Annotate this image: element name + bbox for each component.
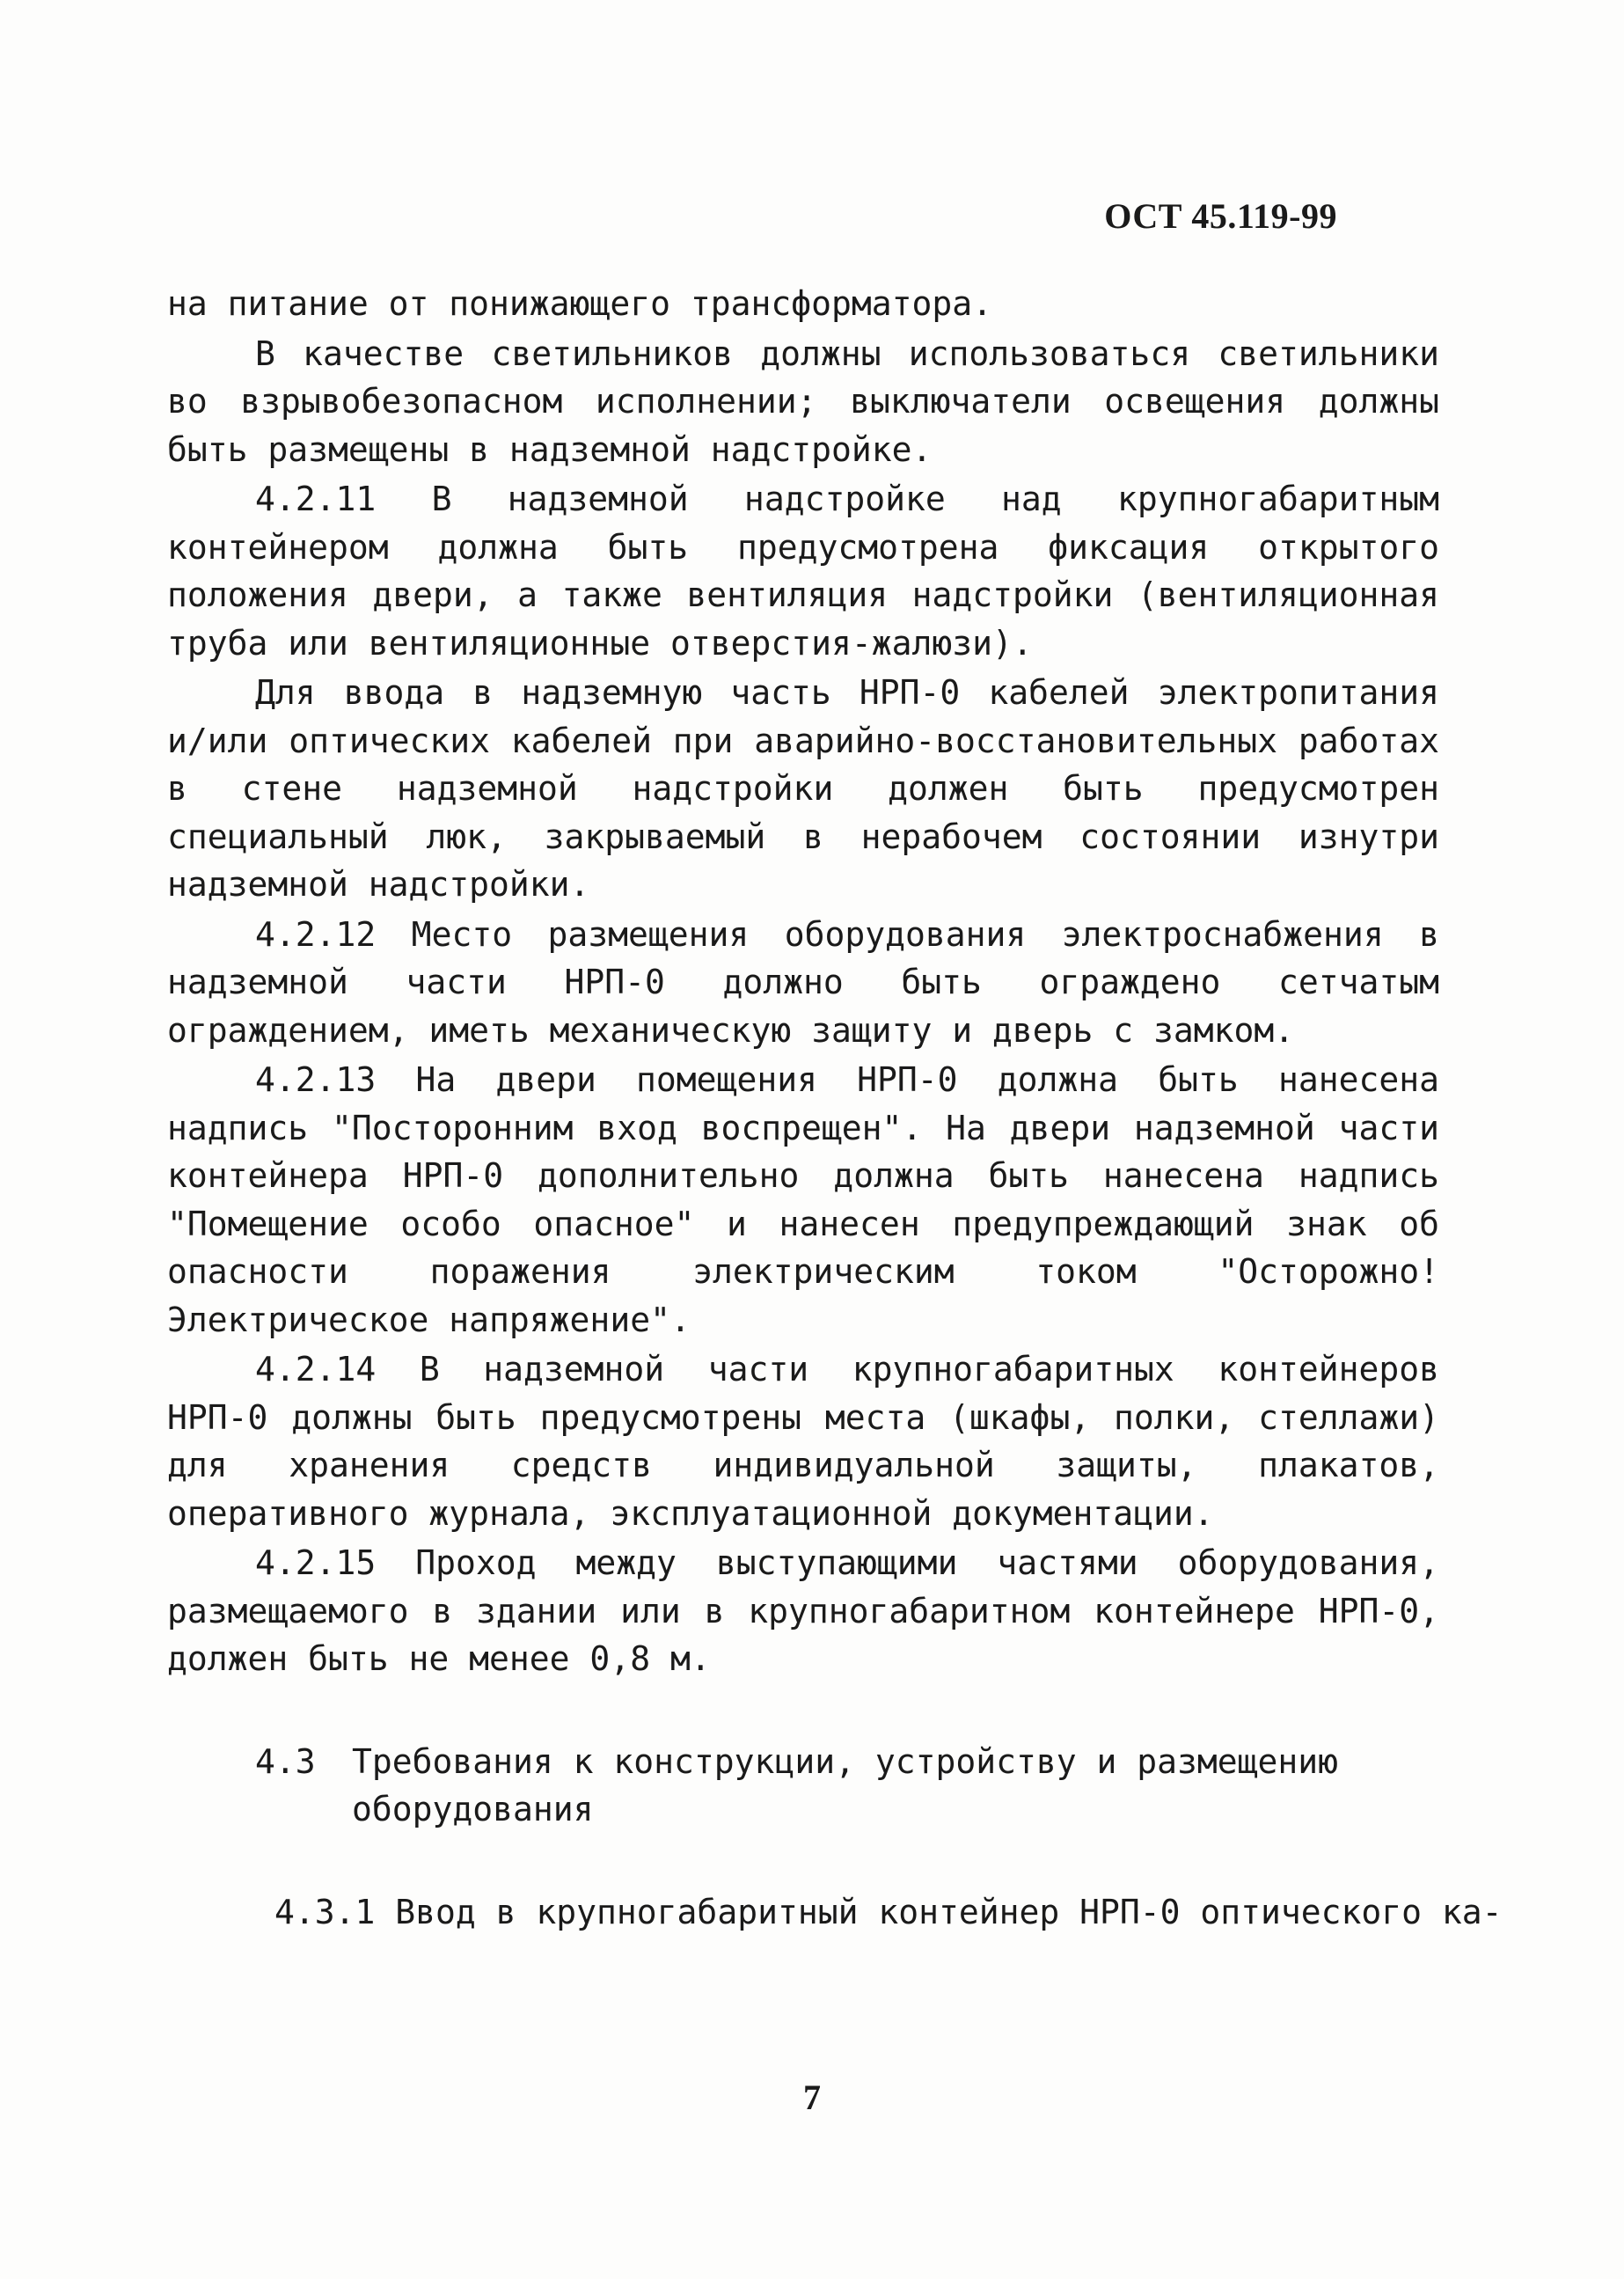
section-title: Требования к конструкции, устройству и размещению оборудования — [352, 1741, 1339, 1828]
document-code: ОСТ 45.119-99 — [1104, 196, 1337, 236]
paragraph-cable-hatch: Для ввода в надземную часть НРП-0 кабелей электропитания и/или оптических кабелей при аварийно-восстановительных работах в стене надземной надстройки должен быть предусмотрен специальный люк, закрываемый в нерабочем состоянии изнутри надземной надстройки. — [167, 673, 1439, 904]
page-number: 7 — [803, 2077, 821, 2117]
paragraph-lighting: В качестве светильников должны использоваться светильники во взрывобезопасном исполнении; выключатели освещения должны быть размещены в надземной надстройке. — [167, 333, 1439, 469]
paragraph-4-3-1: 4.3.1 Ввод в крупногабаритный контейнер НРП-0 оптического ка- — [274, 1892, 1503, 1931]
paragraph-4-2-14: 4.2.14 В надземной части крупногабаритных контейнеров НРП-0 должны быть предусмотрены места (шкафы, полки, стеллажи) для хранения средств индивидуальной защиты, плакатов, оперативного журнала, эксплуатационной документации. — [167, 1350, 1439, 1533]
paragraph-4-2-12: 4.2.12 Место размещения оборудования электроснабжения в надземной части НРП-0 должно быть ограждено сетчатым ограждением, иметь механическую защиту и дверь с замком. — [167, 914, 1439, 1050]
section-heading — [255, 1738, 1439, 1834]
paragraph-continuation: на питание от понижающего трансформатора. — [167, 284, 992, 323]
paragraph-4-2-13: 4.2.13 На двери помещения НРП-0 должна быть нанесена надпись "Посторонним вход воспрещен". На двери надземной части контейнера НРП-0 дополнительно должна быть нанесена надпись "Помещение особо опасное" и нанесен предупреждающий знак об опасности поражения электрическим током "Осторожно! Электрическое напряжение". — [167, 1060, 1439, 1339]
paragraph-4-2-11: 4.2.11 В надземной надстройке над крупногабаритным контейнером должна быть предусмотрена фиксация открытого положения двери, а также вентиляция надстройки (вентиляционная труба или вентиляционные отверстия-жалюзи). — [167, 480, 1439, 663]
section-number: 4.3 — [255, 1741, 316, 1781]
document-body — [167, 280, 1503, 1936]
paragraph-4-2-15: 4.2.15 Проход между выступающими частями оборудования, размещаемого в здании или в крупногабаритном контейнере НРП-0, должен быть не менее 0,8 м. — [167, 1543, 1439, 1678]
